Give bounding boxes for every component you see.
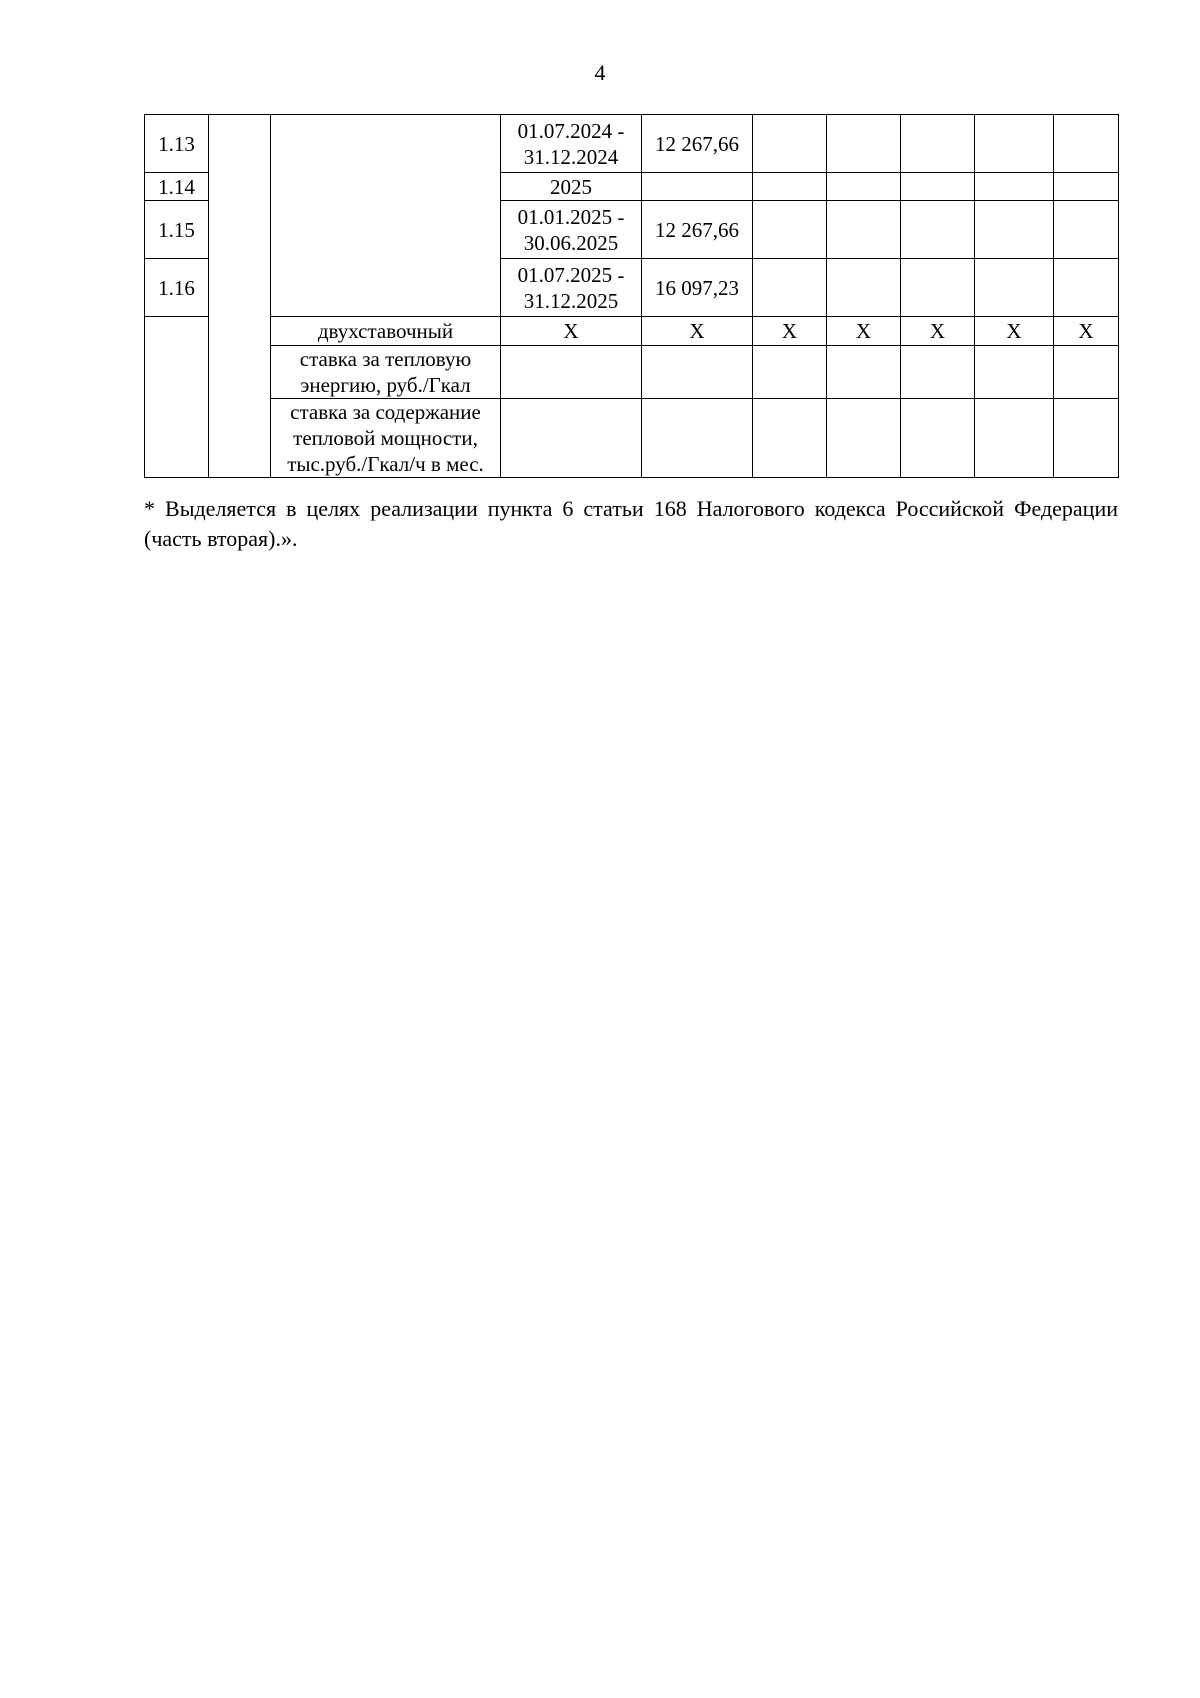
row-number: 1.16 xyxy=(145,259,209,317)
page-number: 4 xyxy=(594,60,606,85)
empty-cell xyxy=(901,259,975,317)
tariff-table xyxy=(144,114,1119,478)
x-mark: X xyxy=(642,317,753,346)
empty-cell xyxy=(642,346,753,399)
merged-empty-cell xyxy=(271,115,501,317)
table-row xyxy=(145,115,1119,173)
row-number: 1.15 xyxy=(145,201,209,259)
tariff-value: 16 097,23 xyxy=(642,259,753,317)
empty-cell xyxy=(827,399,901,478)
empty-cell xyxy=(827,201,901,259)
tariff-value: 12 267,66 xyxy=(642,115,753,173)
period-cell: 2025 xyxy=(501,173,642,201)
empty-cell xyxy=(901,173,975,201)
x-mark: X xyxy=(975,317,1054,346)
footnote: * Выделяется в целях реализации пункта 6 статьи 168 Налогового кодекса Российской Федерации (часть вторая).». xyxy=(144,496,1118,551)
empty-cell xyxy=(1054,115,1119,173)
empty-cell xyxy=(753,173,827,201)
empty-cell xyxy=(975,399,1054,478)
x-mark: X xyxy=(901,317,975,346)
x-mark: X xyxy=(501,317,642,346)
rate-capacity-label: ставка за содержание тепловой мощности, тыс.руб./Гкал/ч в мес. xyxy=(271,399,501,478)
empty-cell xyxy=(753,399,827,478)
x-mark: X xyxy=(753,317,827,346)
empty-cell xyxy=(1054,259,1119,317)
empty-cell xyxy=(901,201,975,259)
empty-cell xyxy=(975,173,1054,201)
period-cell: 01.07.2025 - 31.12.2025 xyxy=(501,259,642,317)
empty-cell xyxy=(901,346,975,399)
empty-cell xyxy=(753,201,827,259)
empty-cell xyxy=(975,346,1054,399)
empty-cell xyxy=(642,399,753,478)
empty-cell xyxy=(827,346,901,399)
period-cell: 01.07.2024 - 31.12.2024 xyxy=(501,115,642,173)
empty-cell xyxy=(975,259,1054,317)
merged-empty-cell xyxy=(145,317,209,478)
empty-cell xyxy=(901,399,975,478)
rate-energy-label: ставка за тепловую энергию, руб./Гкал xyxy=(271,346,501,399)
empty-cell xyxy=(501,346,642,399)
x-mark: X xyxy=(1054,317,1119,346)
two-rate-label: двухставочный xyxy=(271,317,501,346)
empty-cell xyxy=(975,201,1054,259)
empty-cell xyxy=(901,115,975,173)
empty-cell xyxy=(827,173,901,201)
x-mark: X xyxy=(827,317,901,346)
empty-cell xyxy=(827,259,901,317)
empty-cell xyxy=(501,399,642,478)
empty-cell xyxy=(1054,399,1119,478)
empty-cell xyxy=(827,115,901,173)
empty-cell xyxy=(1054,346,1119,399)
empty-cell xyxy=(1054,173,1119,201)
tariff-value xyxy=(642,173,753,201)
empty-cell xyxy=(1054,201,1119,259)
empty-cell xyxy=(753,346,827,399)
empty-cell xyxy=(753,259,827,317)
rate-capacity-row xyxy=(145,399,1119,478)
empty-cell xyxy=(975,115,1054,173)
empty-cell xyxy=(753,115,827,173)
rate-energy-row xyxy=(145,346,1119,399)
merged-empty-cell xyxy=(209,115,271,478)
period-cell: 01.01.2025 - 30.06.2025 xyxy=(501,201,642,259)
two-rate-row xyxy=(145,317,1119,346)
tariff-value: 12 267,66 xyxy=(642,201,753,259)
row-number: 1.14 xyxy=(145,173,209,201)
row-number: 1.13 xyxy=(145,115,209,173)
